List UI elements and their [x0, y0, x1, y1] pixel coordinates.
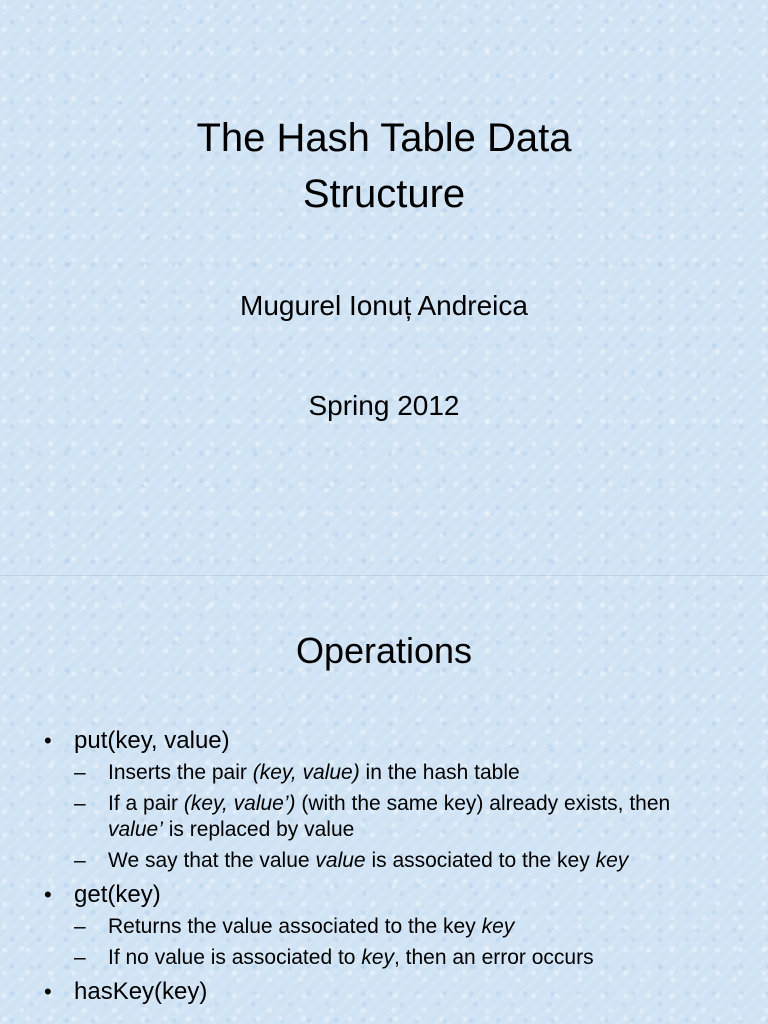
sub-item [40, 760, 740, 786]
dash-icon: – [74, 792, 86, 815]
italic-text: (key, value’) [183, 792, 296, 815]
bullet-item [40, 977, 740, 1007]
bullet-label: get(key) [74, 881, 161, 908]
bullet-item [40, 880, 740, 910]
title-line-1: The Hash Table Data [196, 116, 572, 160]
sub-item [40, 914, 740, 940]
slide-title: Operations [295, 630, 473, 671]
sub-item [40, 848, 740, 874]
italic-text: key [361, 946, 394, 969]
dash-icon: – [74, 915, 86, 938]
sub-item [40, 791, 740, 843]
dash-icon: – [74, 849, 86, 872]
text: (with the same key) already exists, then [295, 792, 671, 815]
sub-list [40, 760, 740, 874]
slide-title [0, 110, 768, 222]
bullet-item [40, 726, 740, 756]
bullet-icon: • [44, 728, 52, 753]
text: is replaced by value [162, 818, 355, 841]
text: If no value is associated to [108, 946, 362, 969]
text: , then an error occurs [394, 946, 594, 969]
bullet-list [40, 726, 740, 1011]
title-line-2: Structure [302, 172, 466, 216]
bullet-label: hasKey(key) [74, 978, 208, 1005]
italic-text: value’ [108, 818, 163, 841]
italic-text: (key, value) [252, 761, 360, 784]
text: If a pair [108, 792, 184, 815]
dash-icon: – [74, 946, 86, 969]
operations-slide [0, 576, 768, 1024]
bullet-icon: • [44, 882, 52, 907]
bullet-label: put(key, value) [74, 727, 230, 754]
italic-text: key [595, 849, 629, 872]
text: is associated to the key [365, 849, 596, 872]
text: in the hash table [359, 761, 520, 784]
text: Returns the value associated to the key [108, 915, 482, 938]
italic-text: key [481, 915, 515, 938]
text: Inserts the pair [108, 761, 253, 784]
author-name: Mugurel Ionuț Andreica [240, 290, 528, 321]
dash-icon: – [74, 761, 86, 784]
sub-list [40, 914, 740, 971]
italic-text: value [315, 849, 366, 872]
date-text: Spring 2012 [308, 390, 460, 421]
bullet-icon: • [44, 979, 52, 1004]
sub-item [40, 945, 740, 971]
text: We say that the value [108, 849, 316, 872]
